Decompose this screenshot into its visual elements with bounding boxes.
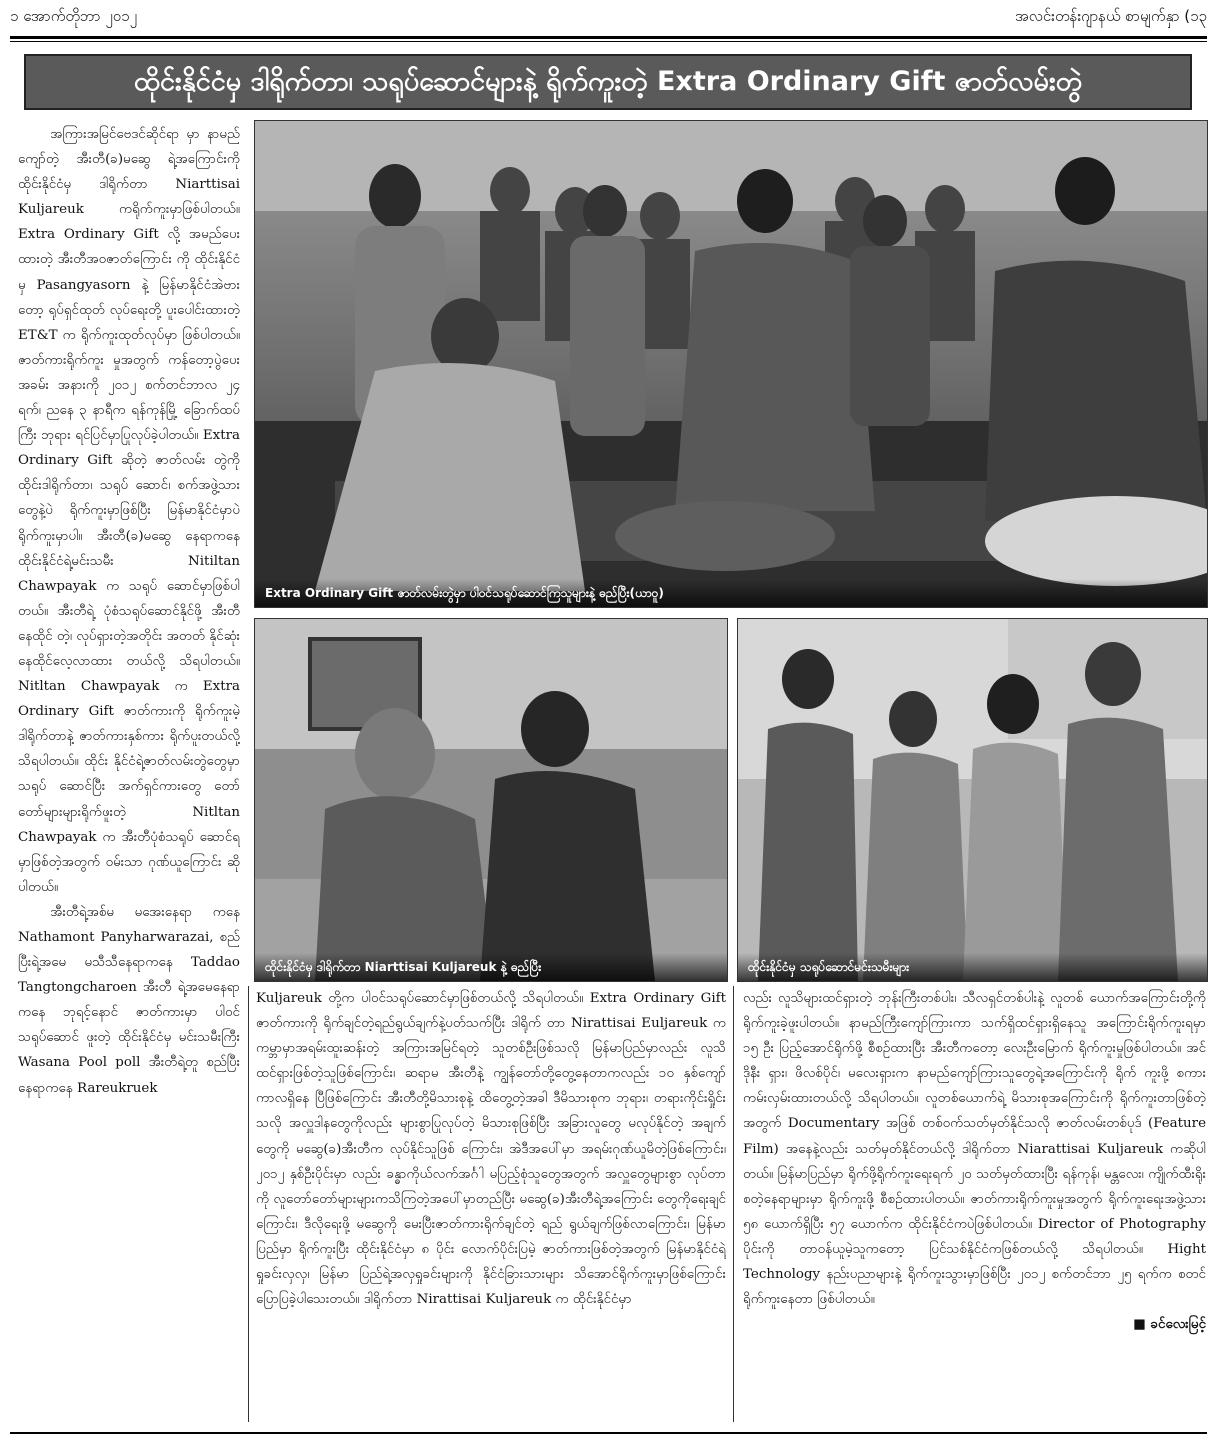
page-header [10, 4, 1207, 28]
article-column-left [18, 122, 240, 1422]
paragraph: Kuljareuk တို့က ပါဝင်သရုပ်ဆောင်မှာဖြစ်တယ်လို့ သိရပါတယ်။ Extra Ordinary Gift ဇာတ်ကားကို ရိုက်ချင်တဲ့ရည်ရွယ်ချက်နဲ့ပတ်သက်ပြီး ဒါရိုက် တာ Nirattisai Euljareuk က ကမ္ဘာမှာအရမ်းထူးဆန်းတဲ့ အကြားအမြင်ရတဲ့ သူတစ်ဦးဖြစ်သလို မြန်မာပြည်မှာလည်း လူသိထင်ရှားဖြစ်တဲ့သူဖြစ်ကြောင်း၊ ဆရာမ အီးတီနဲ့ ကျွန်တော်တို့တွေ့နေတာကလည်း ၁၀ နှစ်ကျော်ကာလရှိနေ ပြီဖြစ်ကြောင်း အီးတီတို့မိသားစုနဲ့ ထိတွေ့တဲ့အခါ ဒီမိသားစုက ဘုရား၊ တရားကိုင်းရှိုင်းသလို အလှူဒါနတွေကိုလည်း များစွာပြုလုပ်တဲ့ မိသားစုဖြစ်ပြီး အခြားလူတွေ မလုပ်နိုင်တဲ့ အချက်တွေကို မဆွေ(ခ)အီးတီက လုပ်နိုင်သူဖြစ် ကြောင်း၊ အဲဒီအပေါ်မှာ အရမ်းဂုဏ်ယူမိတဲ့ဖြစ်ကြောင်း၊ ၂၀၁၂ နှစ်ဦးပိုင်းမှာ လည်း ခန္ဓာကိုယ်လက်အင်္ဂါ မပြည့်စုံသူတွေအတွက် အလှူတွေများစွာ လုပ်တာ ကို လူတော်တော်များများကသိကြတဲ့အပေါ်မှာတည်ပြီး မဆွေ(ခ)အီးတီရဲ့အကြောင်း တွေကိုရေးချင်ကြောင်း၊ ဒီလိုရေးဖို့ မဆွေကို မေးပြီးဇာတ်ကားရိုက်ချင်တဲ့ ရည် ရွယ်ချက်ဖြစ်လာကြောင်း၊ မြန်မာပြည်မှာ ရိုက်ကူးပြီး ထိုင်းနိုင်ငံမှာ ၈ ပိုင်း လောက်ပိုင်းပြမဲ့ ဇာတ်ကားဖြစ်တဲ့အတွက် မြန်မာနိုင်ငံရဲ့ရှုခင်းလှလှ၊ မြန်မာ ပြည်ရဲ့အလှရှုခင်းများကို နိုင်ငံခြားသားများ သိအောင်ရိုက်ကူးမှာဖြစ်ကြောင်း ပြောပြခဲ့ပါသေးတယ်။ ဒါရိုက်တာ Nirattisai Kuljareuk က ထိုင်းနိုင်ငံမှာ [256, 991, 726, 1308]
paragraph: အကြားအမြင်ဗေဒင်ဆိုင်ရာ မှာ နာမည်ကျော်တဲ့ အီးတီ(ခ)မဆွေ ရဲ့အကြောင်းကို ထိုင်းနိုင်ငံမှ ဒါရိုက်တာ Niarttisai Kuljareuk ကရိုက်ကူးမှာဖြစ်ပါတယ်။ Extra Ordinary Gift လို့ အမည်ပေး ထားတဲ့ အီးတီအဝဇာတ်ကြောင်း ကို ထိုင်းနိုင်ငံမှ Pasangyasorn နဲ့ မြန်မာနိုင်ငံအဲဗားတော့ ရုပ်ရှင်ထုတ် လုပ်ရေးတို့ ပူးပေါင်းထားတဲ့ ET&T က ရိုက်ကူးထုတ်လုပ်မှာ ဖြစ်ပါတယ်။ ဇာတ်ကားရိုက်ကူး မှုအတွက် ကန်တော့ပွဲပေး အခမ်း အနားကို ၂၀၁၂ စက်တင်ဘာလ ၂၄ ရက်၊ ညနေ ၃ နာရီက ရန်ကုန်မြို့ ခြောက်ထပ်ကြီး ဘုရား ရင်ပြင်မှာပြုလုပ်ခဲ့ပါတယ်။ Extra Ordinary Gift ဆိုတဲ့ ဇာတ်လမ်း တွဲကို ထိုင်းဒါရိုက်တာ၊ သရုပ် ဆောင်၊ စက်အဖွဲ့သားတွေနဲ့ပဲ ရိုက်ကူးမှာဖြစ်ပြီး မြန်မာနိုင်ငံမှာပဲ ရိုက်ကူးမှာပါ။ အီးတီ(ခ)မဆွေ နေရာကနေ ထိုင်းနိုင်ငံရဲ့မင်းသမီး Nitiltan Chawpayak က သရုပ် ဆောင်မှာဖြစ်ပါတယ်။ အီးတီရဲ့ ပုံစံသရုပ်ဆောင်နိုင်ဖို့ အီးတီနေထိုင် တဲ့၊ လုပ်ရှားတဲ့အတိုင်း အတတ် နိုင်ဆုံး နေထိုင်လေ့လာထား တယ်လို့ သိရပါတယ်။ Nitltan Chawpayak က Extra Ordinary Gift ဇာတ်ကားကို ရိုက်ကူးမဲ့ ဒါရိုက်တာနဲ့ ဇာတ်ကားနှစ်ကား ရိုက်ပူးတယ်လို့သိရပါတယ်။ ထိုင်း နိုင်ငံရဲ့ဇာတ်လမ်းတွဲတွေမှာ သရုပ် ဆောင်ပြီး အက်ရှင်ကားတွေ တော် တော်များများရိုက်ဖူးတဲ့ Nitltan Chawpayak က အီးတီပုံစံသရုပ် ဆောင်ရမှာဖြစ်တဲ့အတွက် ဝမ်းသာ ဂုဏ်ယူကြောင်း ဆိုပါတယ်။ [18, 127, 240, 895]
main-photo [254, 120, 1208, 608]
main-photo-caption: Extra Ordinary Gift ဇာတ်လမ်းတွဲမှာ ပါဝင်သရုပ်ဆောင်ကြသူများနဲ့ ဓည်ပြီး(ယာဝူ) [255, 579, 1207, 607]
actresses-photo-image [738, 619, 1207, 981]
actresses-photo [737, 618, 1208, 982]
director-photo-image [255, 619, 727, 981]
headline: ထိုင်းနိုင်ငံမှ ဒါရိုက်တာ၊ သရုပ်ဆောင်များနဲ့ ရိုက်ကူးတဲ့ Extra Ordinary Gift ဇာတ်လမ်းတွဲ [133, 66, 1083, 97]
column-divider [248, 986, 249, 1422]
director-photo-caption: ထိုင်းနိုင်ငံမှ ဒါရိုက်တာ Niarttisai Kuljareuk နဲ့ ဓည်ပြီး [255, 953, 727, 981]
headline-banner [24, 54, 1192, 110]
footer-rule [10, 1432, 1207, 1434]
header-rule-thin [10, 41, 1207, 42]
paragraph: လည်း လူသိများထင်ရှားတဲ့ ဘုန်းကြီးတစ်ပါး၊ သီလရှင်တစ်ပါးနဲ့ လူတစ် ယောက်အကြောင်းတို့ကို ရိုက်ကူးခဲ့ဖူးပါတယ်။ နာမည်ကြီးကျော်ကြားကာ သက်ရှိထင်ရှားရှိနေသူ အကြောင်းရိုက်ကူးရမှာ ၁၅ ဦး ပြည့်အောင်ရိုက်ဖို့ စီစဉ်ထားပြီး အီးတီကတော့ လေးဦးမြောက် ရိုက်ကူးမှုဖြစ်ပါတယ်။ အင်ဒိုနီး ရှား၊ ဖိလစ်ပိုင်၊ မလေးရှားက နာမည်ကျော်ကြားသူတွေရဲ့အကြောင်းကို ရိုက် ကူးဖို့ စကားကမ်းလှမ်းထားတယ်လို့ သိရပါတယ်။ လူတစ်ယောက်ရဲ့ မိသားစုအကြောင်းကို ရိုက်ကူးတာဖြစ်တဲ့အတွက် Documentary အဖြစ် တစ်ဝက်သတ်မှတ်နိုင်သလို ဇာတ်လမ်းတစ်ပုဒ် (Feature Film) အနေနဲ့လည်း သတ်မှတ်နိုင်တယ်လို့ ဒါရိုက်တာ Niarattisai Kuljareuk ကဆိုပါတယ်။ မြန်မာပြည်မှာ ရိုက်ဖို့ရိုက်ကူးရေးရက် ၂၀ သတ်မှတ်ထားပြီး ရန်ကုန်၊ မန္တလေး၊ ကျိုက်ထီးရိုးစတဲ့နေရာများမှာ ရိုက်ကူးဖို့ စီစဉ်ထားပါတယ်။ ဇာတ်ကားရိုက်ကူးမှုအတွက် ရိုက်ကူးရေးအဖွဲ့သား ၅၈ ယောက်ရှိပြီး ၅၇ ယောက်က ထိုင်းနိုင်ငံကပဲဖြစ်ပါတယ်။ Director of Photography ပိုင်းကို တာဝန်ယူမဲ့သူကတော့ ပြင်သစ်နိုင်ငံကဖြစ်တယ်လို့ သိရပါတယ်။ Hight Technology နည်းပညာများနဲ့ ရိုက်ကူးသွားမှာဖြစ်ပြီး ၂၀၁၂ စက်တင်ဘာ ၂၅ ရက်က စတင်ရိုက်ကူးနေတာ ဖြစ်ပါတယ်။ [743, 991, 1206, 1308]
main-photo-image [255, 121, 1207, 607]
article-column-middle [256, 986, 726, 1422]
byline: ■ ခင်လေးမြင့် [1133, 1316, 1206, 1333]
actresses-photo-caption: ထိုင်းနိုင်ငံမှ သရုပ်ဆောင်မင်းသမီးများ [738, 953, 1207, 981]
paragraph: အီးတီရဲ့အစ်မ မအေးနေရာ ကနေ Nathamont Panyharwarazai, စည်ပြီးရဲ့အမေ မသီသီနေရာကနေ Taddao Tangtongcharoen အီးတီ ရဲ့အမေနေရာကနေ ဘုရင့်နောင် ဇာတ်ကားမှာ ပါဝင်သရုပ်ဆောင် ဖူးတဲ့ ထိုင်းနိုင်ငံမှ မင်းသမီးကြီး Wasana Pool poll အီးတီရဲ့တူ စည်ပြီးနေရာကနေ Rareukruek [18, 904, 240, 1096]
director-photo [254, 618, 728, 982]
issue-date: ၁ အောက်တိုဘာ ၂၀၁၂ [10, 7, 137, 25]
publication-page: အလင်းတန်းဂျာနယ် စာမျက်နှာ (၁၃ [1015, 7, 1207, 25]
header-rule [10, 36, 1207, 39]
article-column-right [743, 986, 1206, 1422]
column-divider [733, 986, 734, 1422]
